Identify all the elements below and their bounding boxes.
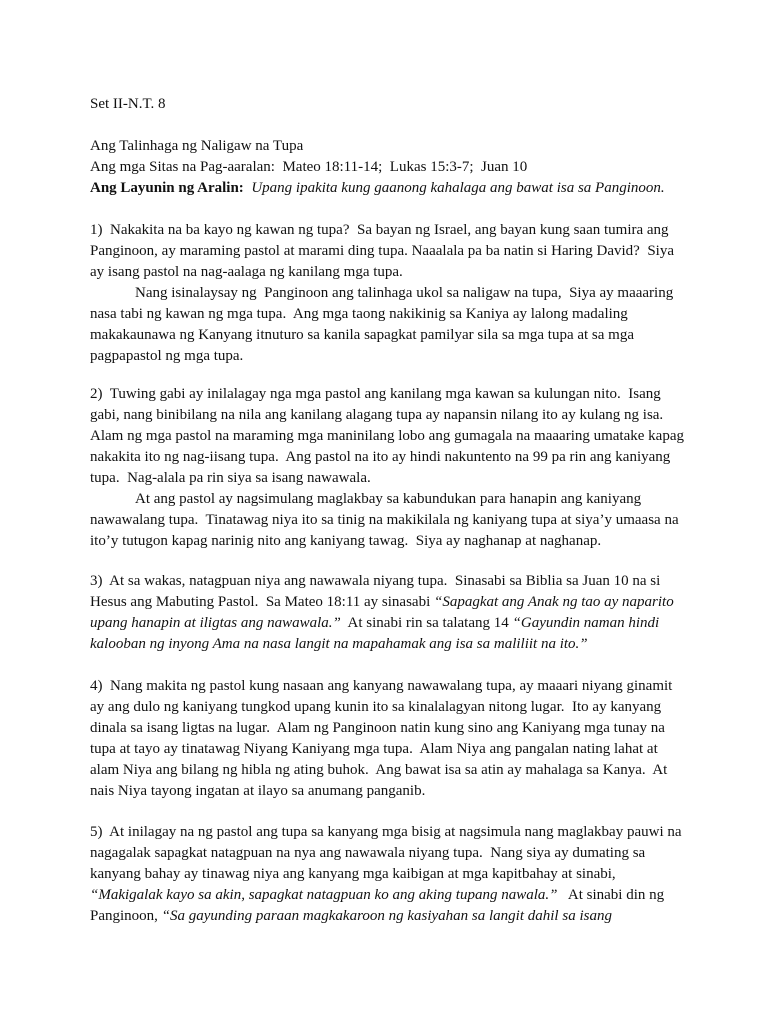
paragraph-3-line bbox=[90, 613, 659, 634]
paragraph-4-line: alam Niya ang bilang ng hibla ng ating buhok. Ang bawat isa sa atin ay mahalaga sa Kanya. At bbox=[90, 762, 668, 778]
quote-text: “Makigalak kayo sa akin, sapagkat natagpuan ko ang aking tupang nawala.” bbox=[90, 887, 558, 903]
paragraph-1-line: makakaunawa ng Kanyang itnuturo sa kanila sapagkat pamilyar sila sa mga tupa at sa mga bbox=[90, 327, 634, 343]
paragraph-5-line: kanyang bahay ay tinawag niya ang kanyang mga kaibigan at mga kapitbahay at sinabi, bbox=[90, 866, 616, 882]
paragraph-2-line: ito’y tutugon kapag narinig nito ang kaniyang tawag. Siya ay naghanap at naghanap. bbox=[90, 533, 602, 549]
paragraph-1-line: ay isang pastol na nag-aalaga ng kanilang mga tupa. bbox=[90, 264, 403, 280]
paragraph-3-line bbox=[90, 592, 674, 613]
paragraph-4-line: ay ang dulo ng kaniyang tungkod upang kunin ito sa kinalalagyan nitong lugar. Ito ay kanyang bbox=[90, 699, 662, 715]
paragraph-3-line: kalooban ng inyong Ama na nasa langit na mapahamak ang isa sa maliliit na ito.” bbox=[90, 636, 588, 652]
paragraph-1-line: Nang isinalaysay ng Panginoon ang talinhaga ukol sa naligaw na tupa, Siya ay maaaring bbox=[135, 285, 674, 301]
scripture-references: Ang mga Sitas na Pag-aaralan: Mateo 18:11-14; Lukas 15:3-7; Juan 10 bbox=[90, 159, 528, 175]
paragraph-1-line: Panginoon, ay maraming pastol at marami ding tupa. Naaalala pa ba natin si Haring David? Siya bbox=[90, 243, 675, 259]
paragraph-3-line: 3) At sa wakas, natagpuan niya ang nawawala niyang tupa. Sinasabi sa Biblia sa Juan 10 na si bbox=[90, 573, 661, 589]
paragraph-2-line: gabi, nang binibilang na nila ang kanilang alagang tupa ay napansin nilang ito ay kulang ng isa. bbox=[90, 407, 664, 423]
paragraph-1-line: pagpapastol ng mga tupa. bbox=[90, 348, 244, 364]
paragraph-2-line: At ang pastol ay nagsimulang maglakbay sa kabundukan para hanapin ang kaniyang bbox=[135, 491, 642, 507]
objective-label: Ang Layunin ng Aralin: bbox=[90, 180, 244, 196]
paragraph-3-text: At sinabi rin sa talatang 14 bbox=[340, 615, 513, 631]
paragraph-2-line: nawawalang tupa. Tinatawag niya ito sa tinig na makikilala ng kaniyang tupa at siya’y umaasa na bbox=[90, 512, 679, 528]
objective-text: Upang ipakita kung gaanong kahalaga ang bawat isa sa Panginoon. bbox=[251, 180, 665, 196]
paragraph-1-line: 1) Nakakita na ba kayo ng kawan ng tupa? Sa bayan ng Israel, ang bayan kung saan tumira ang bbox=[90, 222, 669, 238]
set-label: Set II-N.T. 8 bbox=[90, 96, 166, 112]
lesson-objective bbox=[90, 178, 665, 199]
paragraph-4-line: dinala sa isang ligtas na lugar. Alam ng Panginoon natin kung sino ang Kaniyang mga tunay na bbox=[90, 720, 665, 736]
paragraph-2-line: Alam ng mga pastol na maraming mga maninilang lobo ang gumagala na maaaring umatake kapag bbox=[90, 428, 684, 444]
paragraph-2-line: nakakita ito ng nag-iisang tupa. Ang pastol na ito ay hindi nakuntento na 99 pa rin ang kaniyang bbox=[90, 449, 671, 465]
lesson-title: Ang Talinhaga ng Naligaw na Tupa bbox=[90, 138, 304, 154]
scripture-quote: upang hanapin at iligtas ang nawawala.” bbox=[90, 615, 341, 631]
scripture-quote: “Sapagkat ang Anak ng tao ay naparito bbox=[434, 594, 674, 610]
paragraph-4-line: nais Niya tayong ingatan at ilayo sa anumang panganib. bbox=[90, 783, 426, 799]
paragraph-5-line: nagagalak sapagkat natagpuan na nya ang nawawala niyang tupa. Nang siya ay dumating sa bbox=[90, 845, 646, 861]
paragraph-5-line bbox=[90, 885, 664, 906]
paragraph-3-text: Hesus ang Mabuting Pastol. Sa Mateo 18:11 ay sinasabi bbox=[90, 594, 434, 610]
quote-text: “Sa gayunding paraan magkakaroon ng kasiyahan sa langit dahil sa isang bbox=[161, 908, 612, 924]
paragraph-4-line: 4) Nang makita ng pastol kung nasaan ang kanyang nawawalang tupa, ay maaari niyang ginamit bbox=[90, 678, 673, 694]
paragraph-5-text: At sinabi din ng bbox=[557, 887, 665, 903]
paragraph-2-line: 2) Tuwing gabi ay inilalagay nga mga pastol ang kanilang mga kawan sa kulungan nito. Isang bbox=[90, 386, 661, 402]
paragraph-5-text: Panginoon, bbox=[90, 908, 162, 924]
paragraph-5-line: 5) At inilagay na ng pastol ang tupa sa kanyang mga bisig at nagsimula nang maglakbay pauwi na bbox=[90, 824, 682, 840]
paragraph-1-line: nasa tabi ng kawan ng mga tupa. Ang mga taong nakikinig sa Kaniya ay lalong madaling bbox=[90, 306, 628, 322]
paragraph-4-line: tupa at tayo ay tinatawag Niyang Kaniyang mga tupa. Alam Niya ang pangalan nating lahat at bbox=[90, 741, 658, 757]
scripture-quote: “Gayundin naman hindi bbox=[512, 615, 660, 631]
paragraph-2-line: tupa. Nag-alala pa rin siya sa isang nawawala. bbox=[90, 470, 371, 486]
paragraph-5-line bbox=[90, 906, 612, 927]
